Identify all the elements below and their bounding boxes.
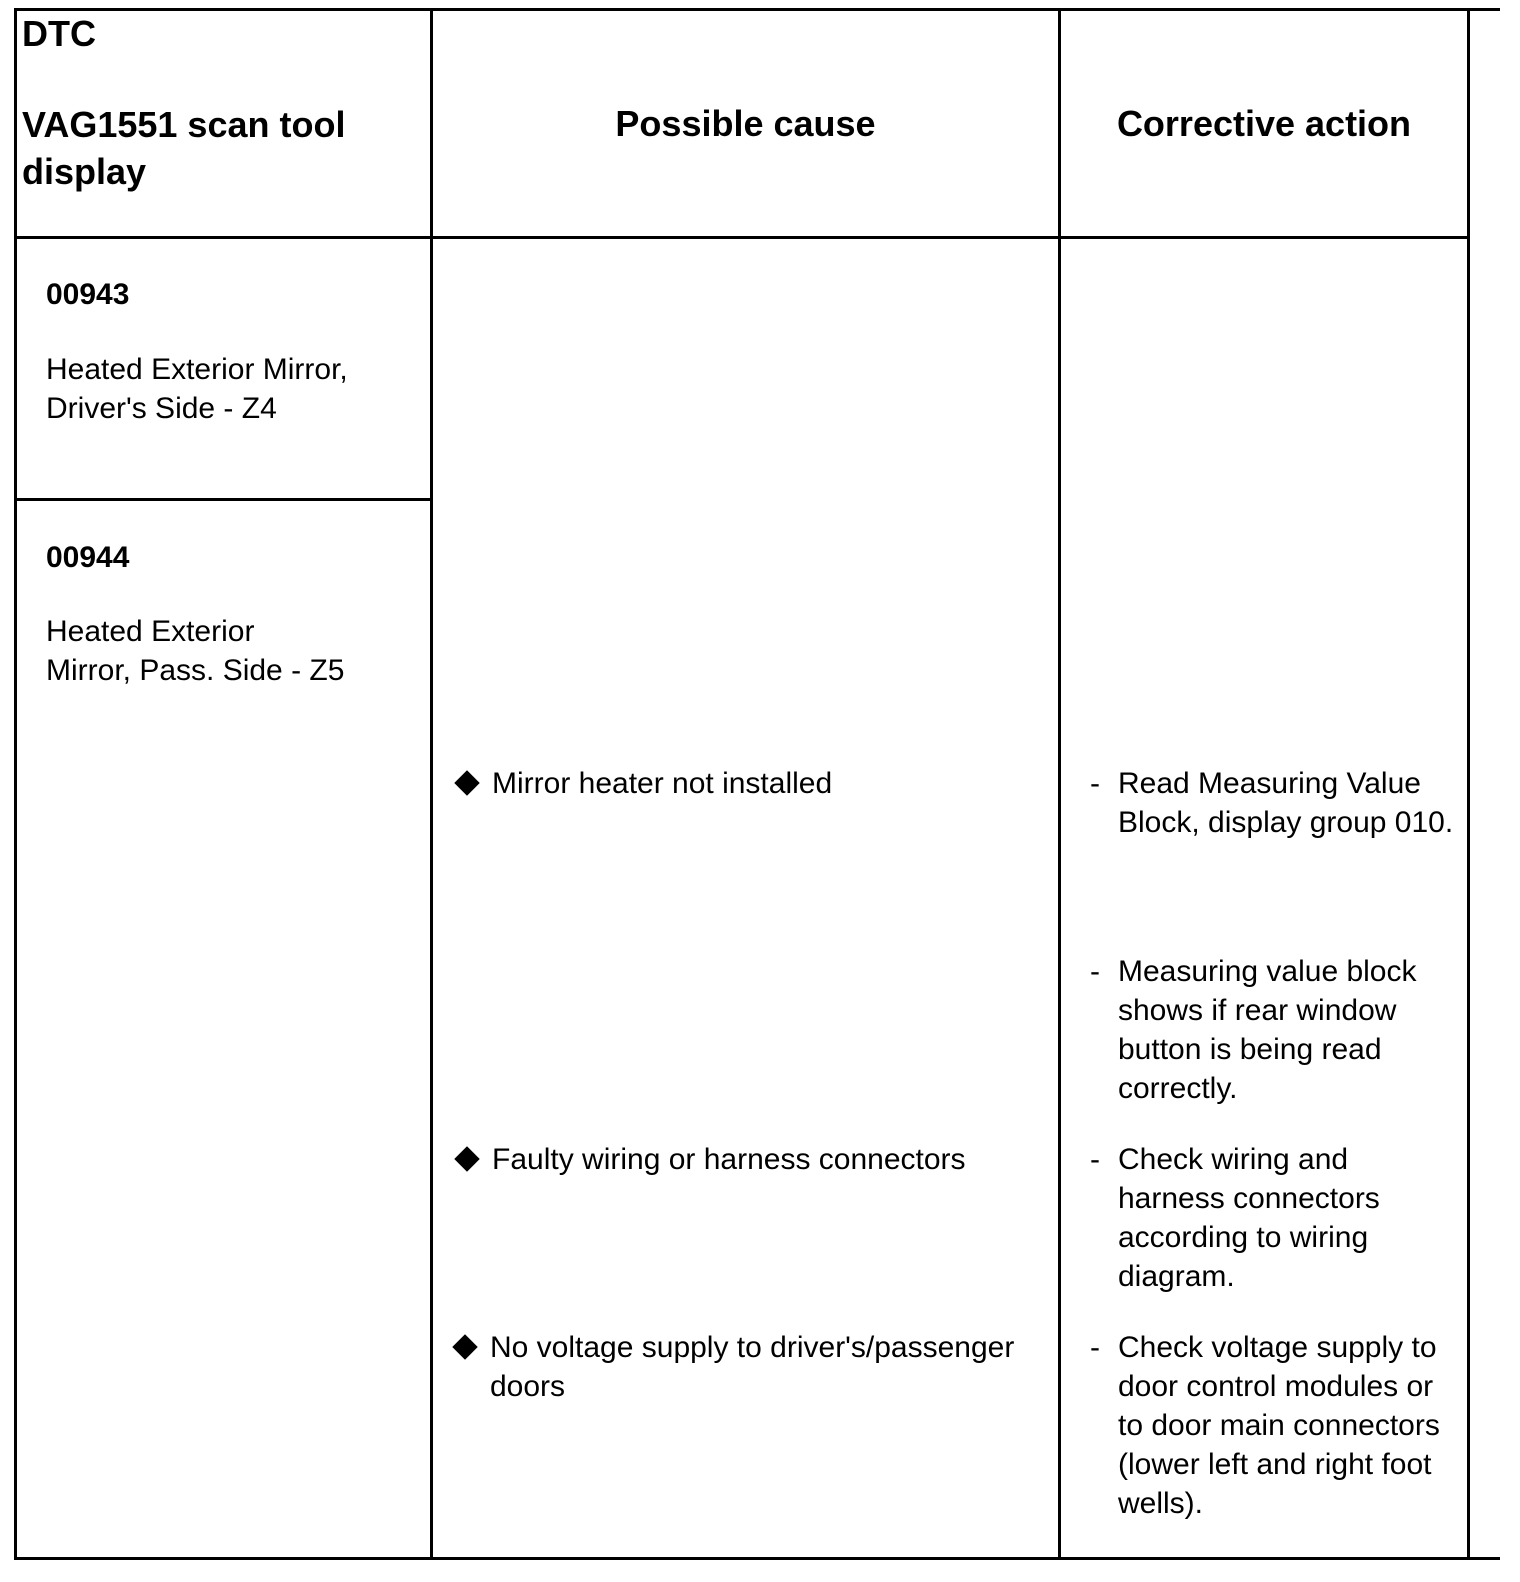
dtc-description-00944: Heated Exterior Mirror, Pass. Side - Z5 <box>46 615 345 687</box>
table-border-left <box>14 8 17 1560</box>
action-item <box>1090 1328 1458 1523</box>
cause-item <box>490 1328 1050 1406</box>
dtc-code-00944: 00944 <box>46 541 130 574</box>
header-dtc-subtitle: VAG1551 scan tool display <box>22 104 346 192</box>
dash-bullet: - <box>1090 1331 1100 1364</box>
dash-bullet: - <box>1090 767 1100 800</box>
action-text: Measuring value block shows if rear window button is being read correctly. <box>1118 955 1417 1105</box>
action-text: Check wiring and harness connectors according to wiring diagram. <box>1118 1143 1380 1293</box>
action-text: Check voltage supply to door control modules or to door main connectors (lower left and right foot wells). <box>1118 1331 1440 1520</box>
header-divider <box>14 236 1470 239</box>
action-text: Read Measuring Value Block, display group 010. <box>1118 767 1454 839</box>
dash-bullet: - <box>1090 1143 1100 1176</box>
header-dtc <box>22 10 402 195</box>
header-possible-cause: Possible cause <box>615 103 876 144</box>
cause-text: Mirror heater not installed <box>492 767 833 800</box>
action-item <box>1090 764 1458 842</box>
cause-item <box>492 1140 1052 1179</box>
column-divider-2 <box>1058 8 1061 1560</box>
header-corrective-action: Corrective action <box>1116 103 1412 144</box>
dtc-code-00943: 00943 <box>46 278 130 311</box>
cause-item <box>492 764 1052 803</box>
header-dtc-title: DTC <box>22 13 96 54</box>
action-item <box>1090 1140 1458 1296</box>
column-divider-1 <box>430 8 433 1560</box>
dtc-description-00943: Heated Exterior Mirror, Driver's Side - Z4 <box>46 353 348 425</box>
diamond-bullet-icon <box>454 770 479 795</box>
dtc-row-divider <box>14 498 433 501</box>
diamond-bullet-icon <box>452 1334 477 1359</box>
cause-text: Faulty wiring or harness connectors <box>492 1143 966 1176</box>
action-item <box>1090 952 1458 1108</box>
diamond-bullet-icon <box>454 1146 479 1171</box>
dash-bullet: - <box>1090 955 1100 988</box>
table-border-right <box>1467 8 1470 1560</box>
table-border-bottom <box>14 1557 1500 1560</box>
cause-text: No voltage supply to driver's/passenger doors <box>490 1331 1015 1403</box>
dtc-table <box>14 8 1500 1560</box>
